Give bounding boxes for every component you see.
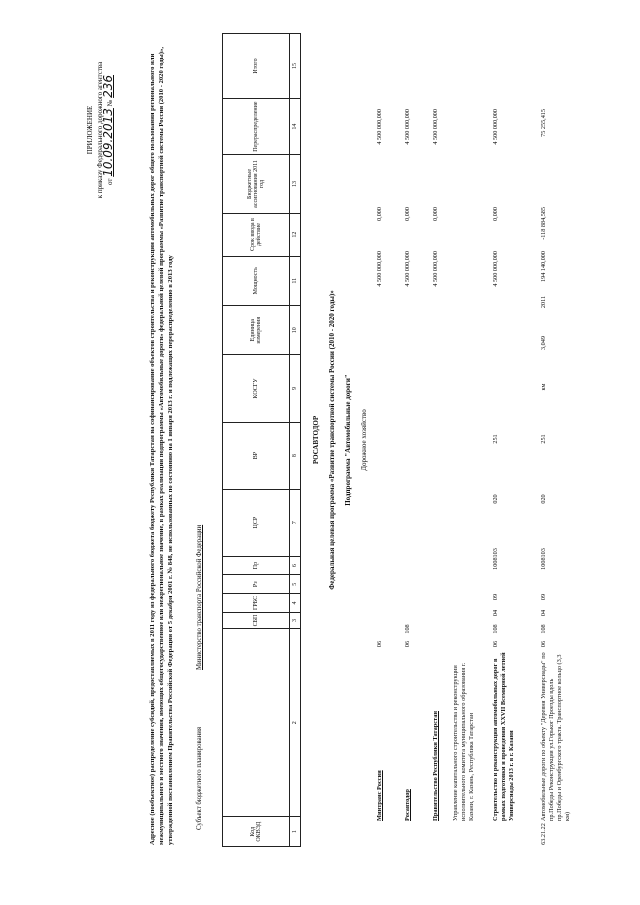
document-title: Адресное (пообъектное) распределение субсидий, предоставляемых в 2011 году из федерального бюджета бюджету Республики Татарстан на софинансирование объектов строительства и реконструкции автомобильных дорог общего пользования регионального или межмуниципального и местного значения, имеющих общегосударственное или межрегиональное значение, в рамках реализации подпрограммы «Автомобильные дороги» федеральной целевой программы «Развитие транспортной системы России (2010 - 2020 годы)», утвержденной постановлением Правительства Российской Федерации от 5 декабря 2001 г. № 848, не использованных по состоянию на 1 января 2013 г. и подлежащих перераспределению в 2013 году: [149, 47, 174, 845]
cell-grbs: 108: [492, 624, 499, 634]
header-budget: Бюджетные ассигнования 2011 год: [223, 155, 290, 213]
col-num-13: 13: [290, 155, 301, 213]
cell-redistribution: 0,000: [492, 207, 499, 221]
cell-okved: 63.21.22: [540, 823, 547, 845]
appendix-date-line: [101, 45, 122, 215]
cell-budget: 4 500 000,000: [404, 251, 411, 287]
header-total: Итого: [223, 34, 290, 99]
header-vr: ВР: [223, 422, 290, 489]
subject-value: Министерство транспорта Российской Федерации: [196, 524, 203, 670]
cell-budget: 4 500 000,000: [492, 251, 499, 287]
header-sbp: СБП: [223, 612, 290, 628]
cell-redistribution: -118 884,585: [540, 207, 547, 240]
col-num-2: 2: [290, 629, 301, 817]
cell-unit: км: [540, 383, 547, 391]
col-num-6: 6: [290, 556, 301, 575]
cell-kosgu: 251: [492, 434, 499, 444]
table-header: [222, 33, 301, 847]
col-num-8: 8: [290, 422, 301, 489]
col-num-4: 4: [290, 594, 301, 613]
cell-name: Автомобильные дороги по объекту "Деревня Универсиады" по пр.Победы Реконструкция ул.Горьког Проезды вдоль пр.Победы и Оренбургского тракта. Транспортное кольцо (3,3 км): [540, 652, 571, 821]
cell-csr: 1008103: [492, 548, 499, 570]
cell-csr: 1008103: [540, 548, 547, 570]
cell-term: 2011: [540, 295, 547, 309]
cell-redistribution: 0,000: [376, 207, 383, 221]
section-road-economy: Дорожное хозяйство: [360, 409, 368, 471]
section-program: Федеральная целевая программа «Развитие транспортной системы России (2010 - 2020 годы)»: [328, 290, 336, 590]
cell-name: Правительство Республики Татарстан: [432, 711, 439, 821]
appendix-from: от: [106, 178, 114, 186]
col-num-14: 14: [290, 98, 301, 154]
cell-total: 4 500 000,000: [376, 109, 383, 145]
col-num-3: 3: [290, 612, 301, 628]
cell-total: 4 500 000,000: [432, 109, 439, 145]
col-num-12: 12: [290, 213, 301, 256]
header-pr: Пр: [223, 556, 290, 575]
cell-rz: 04: [540, 609, 547, 617]
col-num-1: 1: [290, 817, 301, 847]
header-rz: Рз: [223, 575, 290, 594]
cell-sbp: 06: [492, 640, 499, 648]
cell-budget: 194 140,000: [540, 251, 547, 282]
header-okved: Код ОКВЭД: [223, 817, 290, 847]
section-agency: РОСАВТОДОР: [312, 415, 320, 465]
header-csr: ЦСР: [223, 489, 290, 556]
cell-redistribution: 0,000: [432, 207, 439, 221]
appendix-number: 236: [101, 74, 115, 98]
cell-budget: 4 500 000,000: [376, 251, 383, 287]
header-unit: Единица измерения: [223, 306, 290, 355]
appendix-label: ПРИЛОЖЕНИЕ: [86, 105, 94, 155]
cell-redistribution: 0,000: [404, 207, 411, 221]
col-num-7: 7: [290, 489, 301, 556]
appendix-order-ref: к приказу Федерального дорожного агентства: [96, 61, 104, 199]
cell-budget: 4 500 000,000: [432, 251, 439, 287]
cell-sbp: 06: [376, 640, 383, 648]
cell-total: 4 500 000,000: [492, 109, 499, 145]
subject-label: Субъект бюджетного планирования: [196, 726, 203, 830]
cell-name: Росавтодор: [404, 789, 411, 821]
cell-vr: 020: [492, 494, 499, 504]
cell-pr: 09: [492, 593, 499, 601]
header-power: Мощность: [223, 256, 290, 305]
cell-pr: 09: [540, 593, 547, 601]
section-subprogram: Подпрограмма "Автомобильные дороги": [344, 374, 352, 506]
col-num-15: 15: [290, 34, 301, 99]
header-redistr: Перераспределение: [223, 98, 290, 154]
cell-total: 75 255,415: [540, 109, 547, 137]
header-kosgu: КОСГУ: [223, 355, 290, 422]
col-num-5: 5: [290, 575, 301, 594]
cell-power: 3,049: [540, 336, 547, 350]
header-grbs: ГРБС: [223, 594, 290, 613]
header-name: [223, 629, 290, 817]
header-term: Срок ввода в действие: [223, 213, 290, 256]
cell-rz: 04: [492, 609, 499, 617]
cell-total: 4 500 000,000: [404, 109, 411, 145]
cell-name: Строительство и реконструкция автомобильных дорог в рамках подготовки и проведения XXVII Всемирной летней Универсиады 2013 г. в г. Казани: [492, 652, 515, 821]
cell-kosgu: 251: [540, 434, 547, 444]
cell-vr: 020: [540, 494, 547, 504]
appendix-number-sign: №: [106, 99, 114, 107]
appendix-date: 10.09.2013: [101, 108, 115, 177]
col-num-10: 10: [290, 306, 301, 355]
col-num-9: 9: [290, 355, 301, 422]
cell-grbs: 108: [404, 624, 411, 634]
col-num-11: 11: [290, 256, 301, 305]
cell-name: Управление капитального строительства и реконструкции исполнительного комитета муниципального образования г. Казани, г. Казань, Республика Татарстан: [452, 662, 475, 821]
cell-sbp: 06: [404, 640, 411, 648]
cell-sbp: 06: [540, 640, 547, 648]
cell-grbs: 108: [540, 624, 547, 634]
cell-name: Минтранс России: [376, 770, 383, 821]
